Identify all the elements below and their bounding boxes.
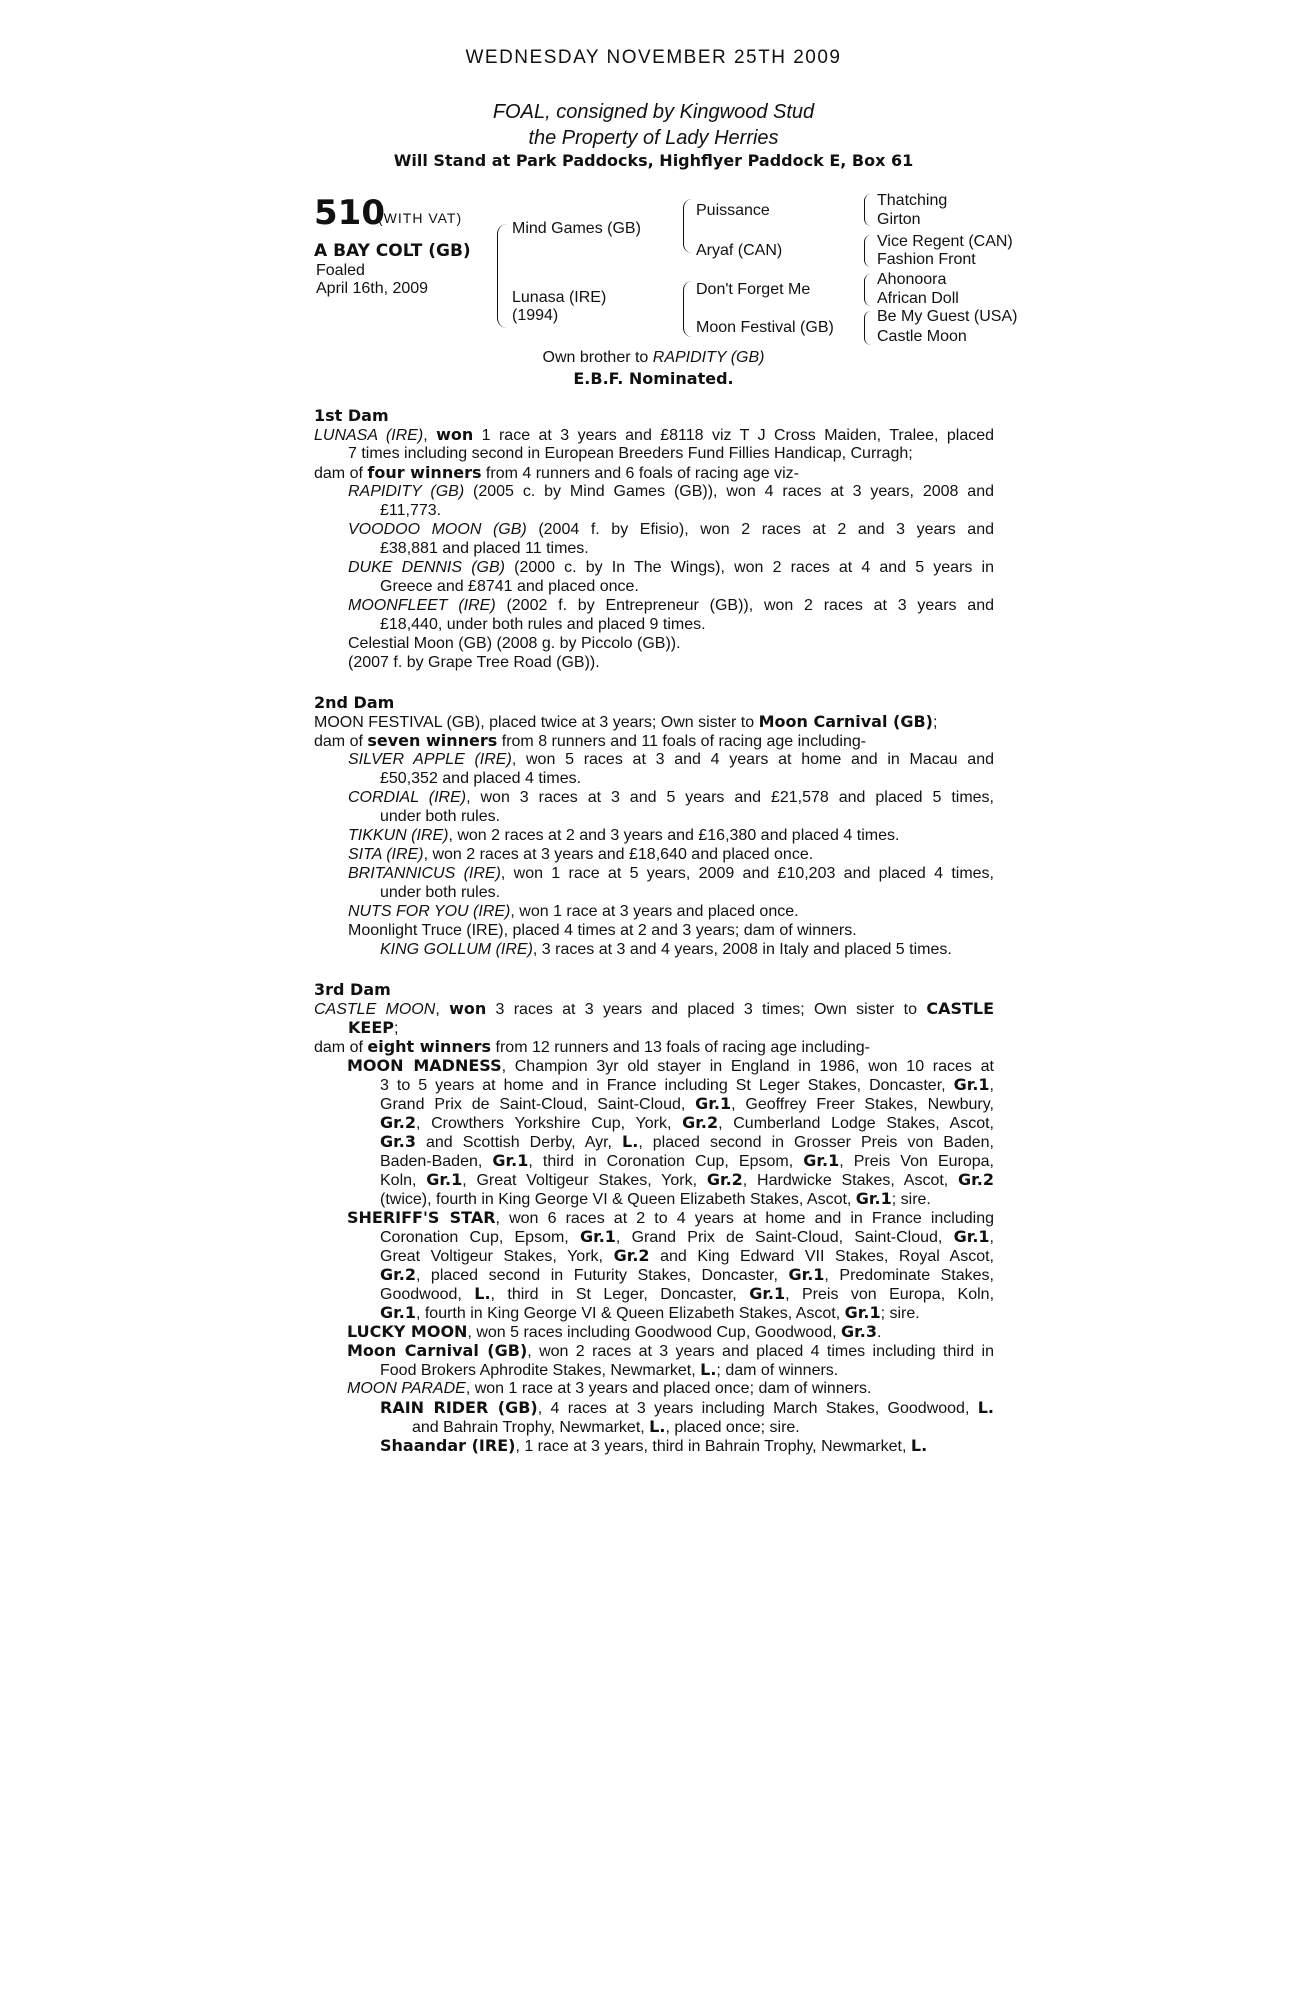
ancestor-girton: Girton (877, 211, 921, 228)
produce-line (314, 845, 994, 864)
first-dam-line (314, 463, 994, 482)
produce-line (314, 788, 994, 807)
third-dam-line (314, 1037, 994, 1056)
produce-record: , won 2 races at 3 years and placed 4 times including third in (527, 1343, 994, 1360)
text: Koln, (380, 1172, 427, 1189)
produce-line (314, 1436, 994, 1455)
text: , third in St Leger, Doncaster, (490, 1286, 750, 1303)
produce-line (314, 1246, 994, 1265)
text: , placed second in Futurity Stakes, Doncaster, (415, 1267, 789, 1284)
won-label: won (436, 425, 474, 444)
produce-line (314, 1360, 994, 1379)
pedigree-brace-main (497, 224, 508, 328)
ebf-note: E.B.F. Nominated. (573, 369, 734, 388)
second-dam-line (314, 712, 994, 731)
produce-line (314, 1113, 994, 1132)
lot-number: 510 (314, 193, 385, 233)
dam-sire: Don't Forget Me (696, 281, 811, 298)
text: . (876, 1324, 882, 1341)
produce-line (314, 1379, 994, 1398)
produce-line (314, 558, 994, 577)
pedigree-brace-sire (683, 199, 692, 253)
text: dam of (314, 733, 368, 750)
text: , Grand Prix de Saint-Cloud, Saint-Cloud, (615, 1229, 954, 1246)
ancestor-fashion-front: Fashion Front (877, 251, 976, 268)
text: ; (393, 1020, 399, 1037)
produce-line (314, 1170, 994, 1189)
pedigree-brace-g2 (864, 235, 871, 267)
produce-record: , won 1 race at 5 years, 2009 and £10,203 and placed 4 times, (500, 865, 994, 882)
produce-line: £11,773. (380, 502, 442, 519)
ancestor-african-doll: African Doll (877, 290, 959, 307)
text: and Scottish Derby, Ayr, (415, 1134, 623, 1151)
produce-name: SITA (IRE) (348, 846, 424, 863)
listed-label: L. (700, 1360, 717, 1379)
text: ; dam of winners. (716, 1362, 839, 1379)
separator: , (435, 1001, 450, 1018)
text: , placed second in Grosser Preis von Baden, (638, 1134, 994, 1151)
pedigree-brace-dam (683, 281, 692, 337)
text: dam of (314, 1039, 368, 1056)
grade-label: Gr.1 (788, 1265, 825, 1284)
produce-name: RAIN RIDER (GB) (380, 1398, 538, 1417)
produce-line (314, 1094, 994, 1113)
text: Coronation Cup, Epsom, (380, 1229, 580, 1246)
text: ; sire. (891, 1191, 931, 1208)
grade-label: Gr.2 (958, 1170, 994, 1189)
grade-label: Gr.1 (855, 1189, 892, 1208)
produce-record: , Champion 3yr old stayer in England in 1986, won 10 races at (501, 1058, 994, 1075)
listed-label: L. (622, 1132, 639, 1151)
ancestor-thatching: Thatching (877, 192, 948, 209)
first-dam-line: 7 times including second in European Breeders Fund Fillies Handicap, Curragh; (348, 445, 913, 462)
winners-count: four winners (367, 463, 482, 482)
third-dam-heading: 3rd Dam (314, 980, 391, 999)
ancestor-vice-regent: Vice Regent (CAN) (877, 233, 1013, 250)
grade-label: Gr.1 (803, 1151, 840, 1170)
sire: Mind Games (GB) (512, 220, 641, 237)
produce-line (314, 596, 994, 615)
grade-label: Gr.1 (953, 1227, 990, 1246)
own-brother-prefix: Own brother to (542, 349, 653, 366)
text: Baden-Baden, (380, 1153, 493, 1170)
produce-name: LUCKY MOON (347, 1322, 468, 1341)
produce-line (314, 1398, 994, 1417)
first-dam-section (314, 406, 994, 672)
produce-line (314, 1322, 994, 1341)
grade-label: Gr.2 (380, 1113, 416, 1132)
produce-line (314, 1341, 994, 1360)
ancestor-be-my-guest: Be My Guest (USA) (877, 308, 1018, 325)
produce-line (314, 1189, 994, 1208)
produce-name: DUKE DENNIS (GB) (348, 559, 505, 576)
produce-record: , won 1 race at 3 years and placed once. (510, 903, 799, 920)
produce-line (314, 750, 994, 769)
produce-record: (2005 c. by Mind Games (GB)), won 4 races at 3 years, 2008 and (464, 483, 994, 500)
sale-date: WEDNESDAY NOVEMBER 25TH 2009 (465, 47, 842, 68)
produce-name: VOODOO MOON (GB) (348, 521, 527, 538)
text: , (989, 1229, 994, 1246)
text: from 8 runners and 11 foals of racing age including- (497, 733, 867, 750)
third-dam-section (314, 980, 994, 1455)
text: , Preis von Europa, Koln, (785, 1286, 995, 1303)
produce-line: under both rules. (380, 808, 501, 825)
grade-label: Gr.2 (682, 1113, 719, 1132)
listed-label: L. (649, 1417, 666, 1436)
text: , (989, 1077, 994, 1094)
winners-count: eight winners (367, 1037, 492, 1056)
text: , Great Voltigeur Stakes, York, (462, 1172, 707, 1189)
text: dam of (314, 465, 368, 482)
text: ; sire. (880, 1305, 920, 1322)
produce-name: KING GOLLUM (IRE) (380, 941, 533, 958)
third-dam-line (314, 999, 994, 1018)
sire-sire: Puissance (696, 202, 770, 219)
produce-line: £50,352 and placed 4 times. (380, 770, 582, 787)
produce-line: Moonlight Truce (IRE), placed 4 times at 2 and 3 years; dam of winners. (348, 922, 857, 939)
produce-line (314, 1151, 994, 1170)
produce-line (314, 902, 994, 921)
text: , Cumberland Lodge Stakes, Ascot, (718, 1115, 995, 1132)
text: , fourth in King George VI & Queen Elizabeth Stakes, Ascot, (415, 1305, 845, 1322)
separator: , (423, 427, 437, 444)
lot-description: A BAY COLT (GB) (314, 241, 471, 261)
grade-label: Gr.2 (613, 1246, 650, 1265)
produce-name: SILVER APPLE (IRE) (348, 751, 512, 768)
text: 3 to 5 years at home and in France including St Leger Stakes, Doncaster, (380, 1077, 954, 1094)
ancestor-ahonoora: Ahonoora (877, 271, 947, 288)
produce-record: , won 2 races at 3 years and £18,640 and placed once. (423, 846, 814, 863)
grade-label: Gr.1 (953, 1075, 990, 1094)
own-brother-name: RAPIDITY (GB) (652, 349, 765, 366)
winners-count: seven winners (367, 731, 498, 750)
text: Food Brokers Aphrodite Stakes, Newmarket, (380, 1362, 701, 1379)
sire-dam: Aryaf (CAN) (696, 242, 783, 259)
produce-line: Celestial Moon (GB) (2008 g. by Piccolo (GB)). (348, 635, 681, 652)
stand-location: Will Stand at Park Paddocks, Highflyer Paddock E, Box 61 (393, 151, 914, 170)
second-dam-section (314, 693, 994, 959)
produce-line (314, 864, 994, 883)
grade-label: Gr.2 (706, 1170, 743, 1189)
pedigree-brace-g4 (864, 311, 871, 345)
produce-record: , won 5 races at 3 and 4 years at home and in Macau and (511, 751, 994, 768)
produce-line: (2007 f. by Grape Tree Road (GB)). (348, 654, 600, 671)
produce-line (314, 1417, 994, 1436)
pedigree-brace-g1 (864, 194, 871, 226)
third-dam-line (314, 1018, 994, 1037)
ancestor-castle-moon: Castle Moon (877, 328, 967, 345)
grade-label: Gr.1 (844, 1303, 881, 1322)
produce-line (314, 520, 994, 539)
text: from 4 runners and 6 foals of racing age viz- (481, 465, 799, 482)
sister-name: CASTLE (926, 999, 995, 1018)
grade-label: Gr.1 (695, 1094, 732, 1113)
produce-line (314, 482, 994, 501)
listed-label: L. (910, 1436, 928, 1455)
dam-name: CASTLE MOON (314, 1001, 436, 1018)
second-dam-heading: 2nd Dam (314, 693, 395, 712)
text: and Bahrain Trophy, Newmarket, (412, 1419, 650, 1436)
text: MOON FESTIVAL (GB), placed twice at 3 years; Own sister to (314, 714, 759, 731)
listed-label: L. (474, 1284, 491, 1303)
produce-record: , won 1 race at 3 years and placed once; dam of winners. (465, 1380, 872, 1397)
produce-record: (2000 c. by In The Wings), won 2 races at 4 and 5 years in (504, 559, 994, 576)
property-line: the Property of Lady Herries (528, 127, 779, 149)
listed-label: L. (977, 1398, 995, 1417)
vat-note: (WITH VAT) (378, 210, 463, 226)
produce-line (314, 1303, 994, 1322)
record-text: 1 race at 3 years and £8118 viz T J Cross Maiden, Tralee, placed (473, 427, 995, 444)
produce-line (314, 1132, 994, 1151)
text: , Geoffrey Freer Stakes, Newbury, (731, 1096, 994, 1113)
grade-label: Gr.2 (380, 1265, 416, 1284)
text: , third in Coronation Cup, Epsom, (528, 1153, 804, 1170)
produce-name: Shaandar (IRE) (380, 1436, 516, 1455)
consignor-line: FOAL, consigned by Kingwood Stud (492, 101, 815, 123)
text: Goodwood, (380, 1286, 475, 1303)
produce-record: , won 5 races including Goodwood Cup, Goodwood, (467, 1324, 841, 1341)
sister-name: KEEP (348, 1018, 394, 1037)
own-brother-note (0, 349, 1307, 367)
dam-dam: Moon Festival (GB) (696, 319, 834, 336)
produce-name: NUTS FOR YOU (IRE) (348, 903, 511, 920)
record-text: 3 races at 3 years and placed 3 times; Own sister to (486, 1001, 927, 1018)
grade-label: Gr.1 (579, 1227, 616, 1246)
text: Grand Prix de Saint-Cloud, Saint-Cloud, (380, 1096, 696, 1113)
text: , Preis Von Europa, (839, 1153, 995, 1170)
sister-name: Moon Carnival (GB) (758, 712, 933, 731)
text: , Crowthers Yorkshire Cup, York, (415, 1115, 683, 1132)
produce-line: £38,881 and placed 11 times. (380, 540, 589, 557)
text: from 12 runners and 13 foals of racing age including- (491, 1039, 870, 1056)
text: , Hardwicke Stakes, Ascot, (742, 1172, 959, 1189)
produce-name: CORDIAL (IRE) (348, 789, 467, 806)
dam-name: LUNASA (IRE) (314, 427, 424, 444)
produce-line (314, 940, 994, 959)
produce-name: RAPIDITY (GB) (348, 483, 465, 500)
grade-label: Gr.1 (426, 1170, 463, 1189)
grade-label: Gr.3 (380, 1132, 416, 1151)
produce-name: TIKKUN (IRE) (348, 827, 449, 844)
text: Great Voltigeur Stakes, York, (380, 1248, 614, 1265)
grade-label: Gr.1 (749, 1284, 786, 1303)
produce-record: , 4 races at 3 years including March Stakes, Goodwood, (537, 1400, 978, 1417)
produce-line (314, 1075, 994, 1094)
text: ; (932, 714, 938, 731)
produce-record: (2002 f. by Entrepreneur (GB)), won 2 races at 3 years and (495, 597, 994, 614)
produce-record: , won 6 races at 2 to 4 years at home and in France including (495, 1210, 994, 1227)
produce-name: MOONFLEET (IRE) (348, 597, 496, 614)
text: (twice), fourth in King George VI & Queen Elizabeth Stakes, Ascot, (380, 1191, 856, 1208)
produce-line: £18,440, under both rules and placed 9 times. (380, 616, 706, 633)
produce-record: , won 2 races at 2 and 3 years and £16,380 and placed 4 times. (448, 827, 900, 844)
produce-line: under both rules. (380, 884, 501, 901)
first-dam-heading: 1st Dam (314, 406, 389, 425)
produce-name: Moon Carnival (GB) (347, 1341, 528, 1360)
pedigree-brace-g3 (864, 274, 871, 306)
text: , placed once; sire. (665, 1419, 800, 1436)
produce-name: MOON MADNESS (347, 1056, 502, 1075)
produce-record: , 1 race at 3 years, third in Bahrain Trophy, Newmarket, (515, 1438, 911, 1455)
produce-line (314, 1265, 994, 1284)
produce-line (314, 1227, 994, 1246)
first-dam-line (314, 425, 994, 444)
text: and King Edward VII Stakes, Royal Ascot, (649, 1248, 994, 1265)
produce-line (314, 1284, 994, 1303)
grade-label: Gr.1 (380, 1303, 416, 1322)
second-dam-line (314, 731, 994, 750)
dam: Lunasa (IRE) (512, 289, 607, 306)
produce-record: , 3 races at 3 and 4 years, 2008 in Italy and placed 5 times. (532, 941, 952, 958)
foaled-label: Foaled (316, 262, 365, 279)
foaled-date: April 16th, 2009 (316, 280, 429, 297)
text: , Predominate Stakes, (824, 1267, 994, 1284)
produce-record: (2004 f. by Efisio), won 2 races at 2 and 3 years and (526, 521, 994, 538)
won-label: won (449, 999, 487, 1018)
produce-record: , won 3 races at 3 and 5 years and £21,578 and placed 5 times, (466, 789, 994, 806)
grade-label: Gr.3 (841, 1322, 877, 1341)
produce-name: MOON PARADE (347, 1380, 466, 1397)
produce-name: SHERIFF'S STAR (347, 1208, 496, 1227)
grade-label: Gr.1 (492, 1151, 529, 1170)
dam-year: (1994) (512, 307, 559, 324)
produce-line (314, 1056, 994, 1075)
produce-line (314, 1208, 994, 1227)
produce-line (314, 826, 994, 845)
produce-line: Greece and £8741 and placed once. (380, 578, 639, 595)
produce-name: BRITANNICUS (IRE) (348, 865, 501, 882)
